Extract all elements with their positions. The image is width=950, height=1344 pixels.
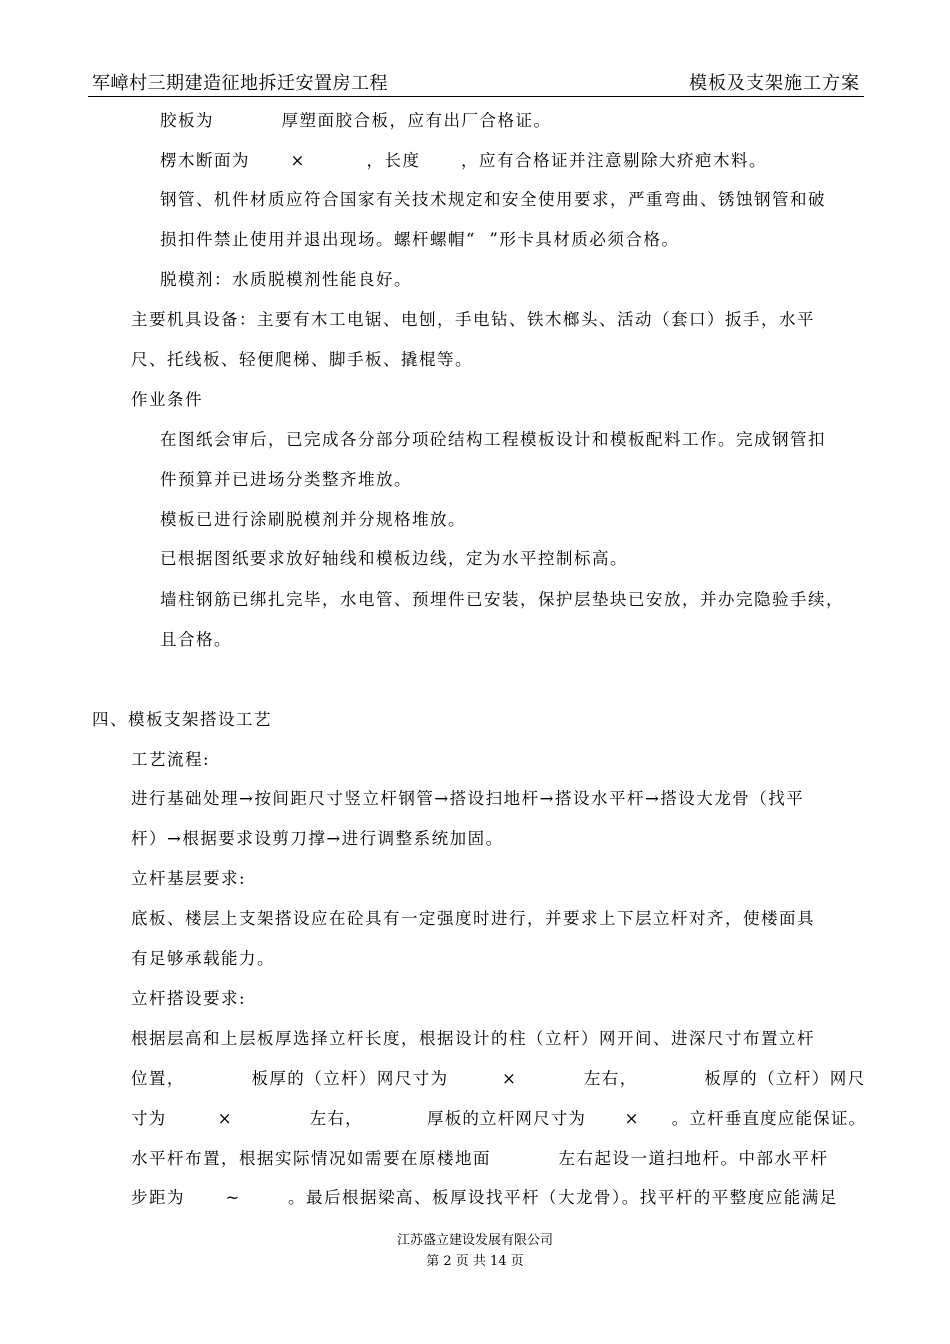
subsection-heading: 立杆搭设要求:	[131, 989, 247, 1008]
body-line: 胶板为 厚塑面胶合板，应有出厂合格证。	[160, 111, 552, 130]
footer-page-info: 第 2 页 共 14 页	[426, 1254, 524, 1269]
body-line: 模板已进行涂刷脱模剂并分规格堆放。	[160, 510, 466, 529]
body-line: 位置， 板厚的（立杆）网尺寸为 × 左右， 板厚的（立杆）网尺	[131, 1069, 866, 1088]
header-rule	[88, 96, 864, 97]
body-line: 钢管、机件材质应符合国家有关技术规定和安全使用要求，严重弯曲、锈蚀钢管和破	[160, 190, 826, 209]
body-line: 杆）→根据要求设剪刀撑→进行调整系统加固。	[131, 829, 504, 848]
section-heading: 作业条件	[131, 390, 203, 409]
body-line: 水平杆布置，根据实际情况如需要在原楼地面 左右起设一道扫地杆。中部水平杆	[131, 1149, 829, 1168]
body-line: 脱模剂：水质脱模剂性能良好。	[160, 270, 412, 289]
body-line: 墙柱钢筋已绑扎完毕，水电管、预埋件已安装，保护层垫块已安放，并办完隐验手续，	[160, 590, 844, 609]
body-line: 已根据图纸要求放好轴线和模板边线，定为水平控制标高。	[160, 549, 628, 568]
subsection-heading: 工艺流程:	[131, 750, 211, 769]
body-line: 根据层高和上层板厚选择立杆长度，根据设计的柱（立杆）网开间、进深尺寸布置立杆	[131, 1029, 815, 1048]
body-line: 主要机具设备：主要有木工电锯、电刨，手电钻、铁木榔头、活动（套口）扳手，水平	[131, 310, 815, 329]
subsection-heading: 立杆基层要求:	[131, 869, 247, 888]
chapter-heading: 四、模板支架搭设工艺	[92, 710, 272, 729]
header-doc-title: 模板及支架施工方案	[689, 73, 860, 94]
body-line: 件预算并已进场分类整齐堆放。	[160, 470, 412, 489]
body-line: 尺、托线板、轻便爬梯、脚手板、撬棍等。	[131, 350, 473, 369]
body-line: 进行基础处理→按间距尺寸竖立杆钢管→搭设扫地杆→搭设水平杆→搭设大龙骨（找平	[131, 789, 805, 808]
body-line: 步距为 ~ 。最后根据梁高、板厚设找平杆（大龙骨）。找平杆的平整度应能满足	[131, 1188, 838, 1207]
body-line: 底板、楼层上支架搭设应在砼具有一定强度时进行，并要求上下层立杆对齐，使楼面具	[131, 909, 815, 928]
footer-company: 江苏盛立建设发展有限公司	[396, 1233, 553, 1248]
body-line: 有足够承载能力。	[131, 949, 275, 968]
body-line: 且合格。	[160, 630, 232, 649]
body-line: 寸为 × 左右， 厚板的立杆网尺寸为 × 。立杆垂直度应能保证。	[131, 1109, 867, 1128]
body-line: 损扣件禁止使用并退出现场。螺杆螺帽“ ”形卡具材质必须合格。	[160, 230, 680, 249]
header-project-title: 军嶂村三期建造征地拆迁安置房工程	[92, 73, 388, 94]
body-line: 在图纸会审后，已完成各分部分项砼结构工程模板设计和模板配料工作。完成钢管扣	[160, 430, 826, 449]
body-line: 楞木断面为 × ，长度 ，应有合格证并注意剔除大疥疤木料。	[160, 151, 767, 170]
